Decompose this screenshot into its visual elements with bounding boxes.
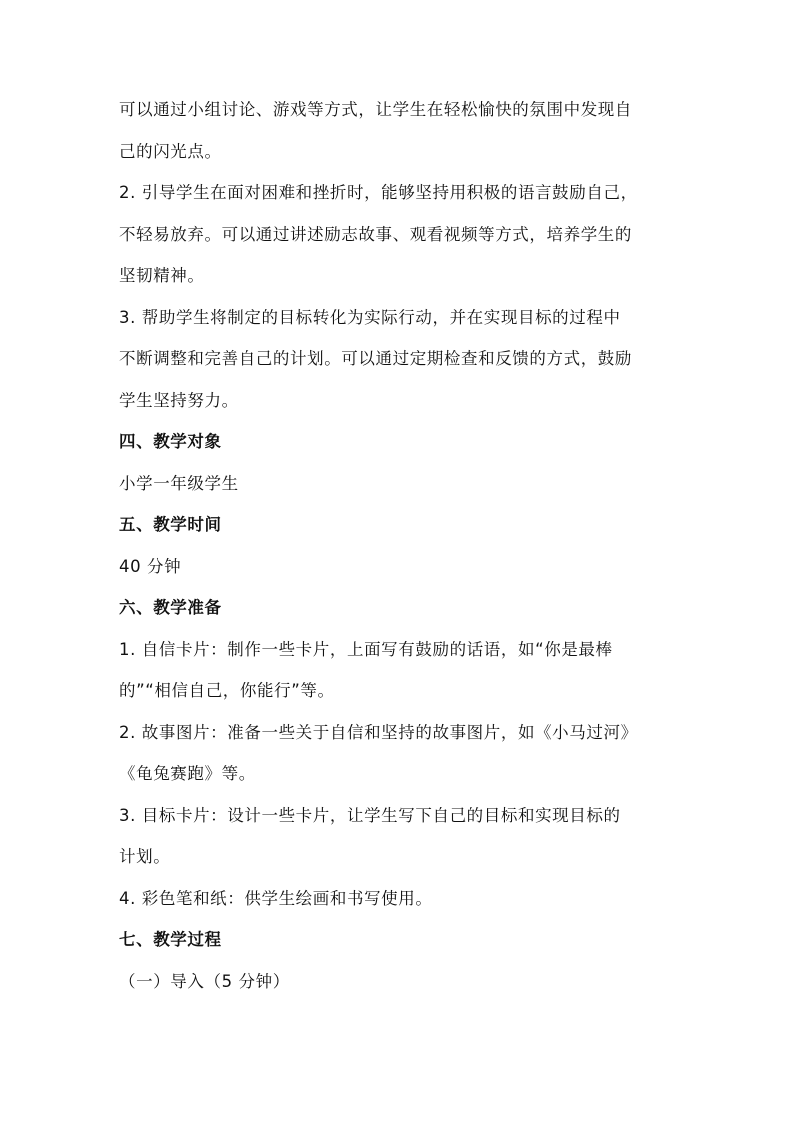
list-item: 2. 引导学生在面对困难和挫折时，能够坚持用积极的语言鼓励自己， [119, 183, 638, 202]
subsection-heading: （一）导入（5 分钟） [119, 971, 290, 991]
section-heading: 五、教学时间 [119, 515, 222, 534]
text-line: 学生坚持努力。 [119, 390, 239, 410]
list-item: 3. 目标卡片：设计一些卡片，让学生写下自己的目标和实现目标的 [119, 805, 621, 825]
list-item: 2. 故事图片：准备一些关于自信和坚持的故事图片，如《小马过河》 [119, 722, 638, 742]
section-heading: 七、教学过程 [119, 930, 222, 949]
text-line: 40 分钟 [119, 556, 182, 576]
text-line: 己的闪光点。 [119, 141, 222, 161]
section-heading: 四、教学对象 [119, 432, 222, 451]
text-line: 可以通过小组讨论、游戏等方式，让学生在轻松愉快的氛围中发现自 [119, 100, 632, 119]
text-line: 坚韧精神。 [119, 266, 205, 285]
text-line: 不轻易放弃。可以通过讲述励志故事、观看视频等方式，培养学生的 [119, 224, 632, 244]
document-body [119, 100, 679, 1013]
text-line: 的”“相信自己，你能行”等。 [119, 681, 335, 700]
section-heading: 六、教学准备 [119, 598, 222, 617]
list-item: 1. 自信卡片：制作一些卡片，上面写有鼓励的话语，如“你是最棒 [119, 639, 613, 659]
list-item: 4. 彩色笔和纸：供学生绘画和书写使用。 [119, 888, 433, 908]
list-item: 3. 帮助学生将制定的目标转化为实际行动，并在实现目标的过程中 [119, 307, 621, 327]
text-line: 不断调整和完善自己的计划。可以通过定期检查和反馈的方式，鼓励 [119, 349, 632, 368]
text-line: 小学一年级学生 [119, 473, 239, 493]
text-line: 《龟兔赛跑》等。 [119, 764, 256, 783]
text-line: 计划。 [119, 847, 171, 866]
